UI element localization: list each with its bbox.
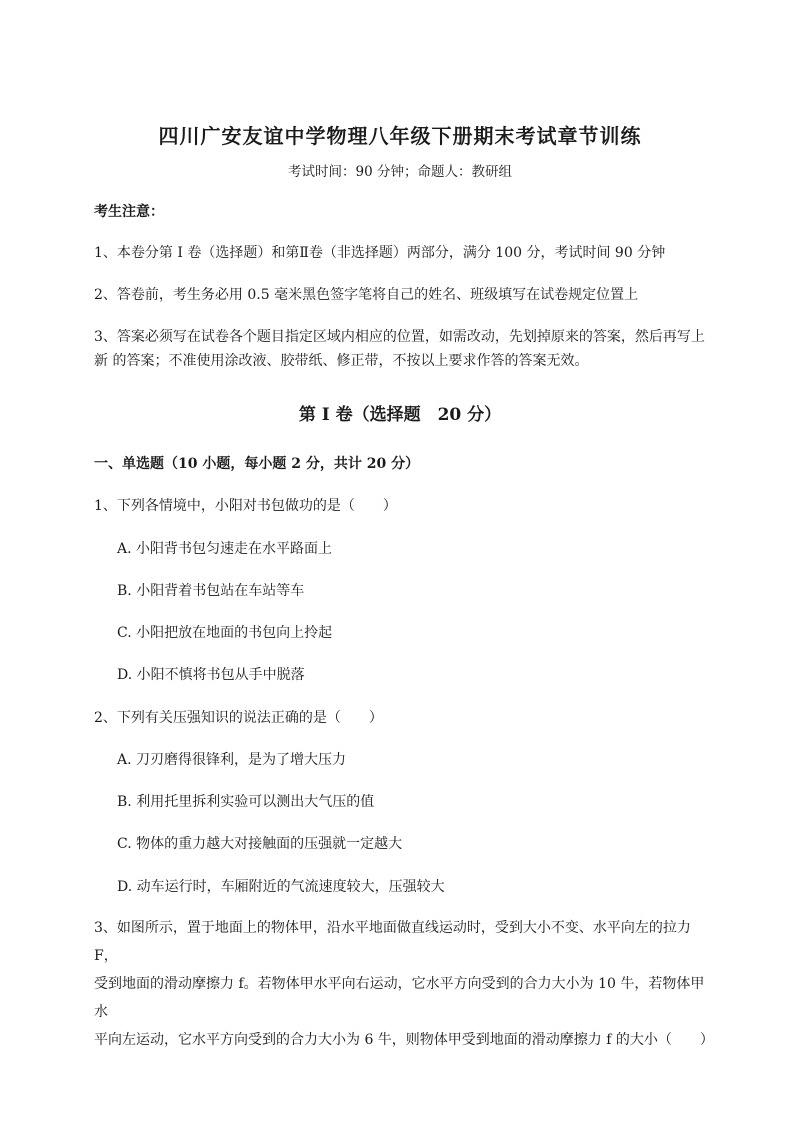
question-3-line-2: 受到地面的滑动摩擦力 f。若物体甲水平向右运动，它水平方向受到的合力大小为 10 牛，若物体甲水 <box>94 976 705 1020</box>
section-title: 第 I 卷（选择题 20 分） <box>298 405 502 425</box>
exam-meta: 考试时间：90 分钟；命题人：教研组 <box>288 164 512 180</box>
question-2-stem: 2、下列有关压强知识的说法正确的是（ ） <box>94 710 383 726</box>
question-1-option-b: B. 小阳背着书包站在车站等车 <box>117 583 305 599</box>
page-title: 四川广安友谊中学物理八年级下册期末考试章节训练 <box>158 124 642 148</box>
question-3-line-1: 3、如图所示，置于地面上的物体甲，沿水平地面做直线运动时，受到大小不变、水平向左的拉力 F， <box>94 920 691 964</box>
question-1-option-c: C. 小阳把放在地面的书包向上拎起 <box>117 625 333 641</box>
question-2-option-a: A. 刀刃磨得很锋利，是为了增大压力 <box>117 752 347 768</box>
question-1-option-d: D. 小阳不慎将书包从手中脱落 <box>117 667 305 683</box>
part-heading: 一、单选题（10 小题，每小题 2 分，共计 20 分） <box>94 456 420 472</box>
notice-item-1: 1、本卷分第 I 卷（选择题）和第Ⅱ卷（非选择题）两部分，满分 100 分，考试时间 90 分钟 <box>94 245 666 261</box>
question-1-stem: 1、下列各情境中，小阳对书包做功的是（ ） <box>94 498 397 514</box>
notice-item-3-line-2: 的答案；不准使用涂改液、胶带纸、修正带，不按以上要求作答的答案无效。 <box>112 353 589 369</box>
question-1-option-a: A. 小阳背书包匀速走在水平路面上 <box>117 541 333 557</box>
notice-item-3-line-1: 3、答案必须写在试卷各个题目指定区域内相应的位置，如需改动，先划掉原来的答案，然后再写上新 <box>94 329 705 369</box>
question-2-option-b: B. 利用托里拆利实验可以测出大气压的值 <box>117 794 375 810</box>
question-3-line-3: 平向左运动，它水平方向受到的合力大小为 6 牛，则物体甲受到地面的滑动摩擦力 f 的大小（ ） <box>94 1032 714 1048</box>
question-3-stem <box>94 914 714 1054</box>
question-2-option-d: D. 动车运行时，车厢附近的气流速度较大，压强较大 <box>117 879 445 895</box>
notice-item-2: 2、答卷前，考生务必用 0.5 毫米黑色签字笔将自己的姓名、班级填写在试卷规定位置上 <box>94 287 639 303</box>
question-2-option-c: C. 物体的重力越大对接触面的压强就一定越大 <box>117 836 403 852</box>
notice-heading: 考生注意： <box>94 204 164 220</box>
notice-item-3 <box>94 325 714 373</box>
